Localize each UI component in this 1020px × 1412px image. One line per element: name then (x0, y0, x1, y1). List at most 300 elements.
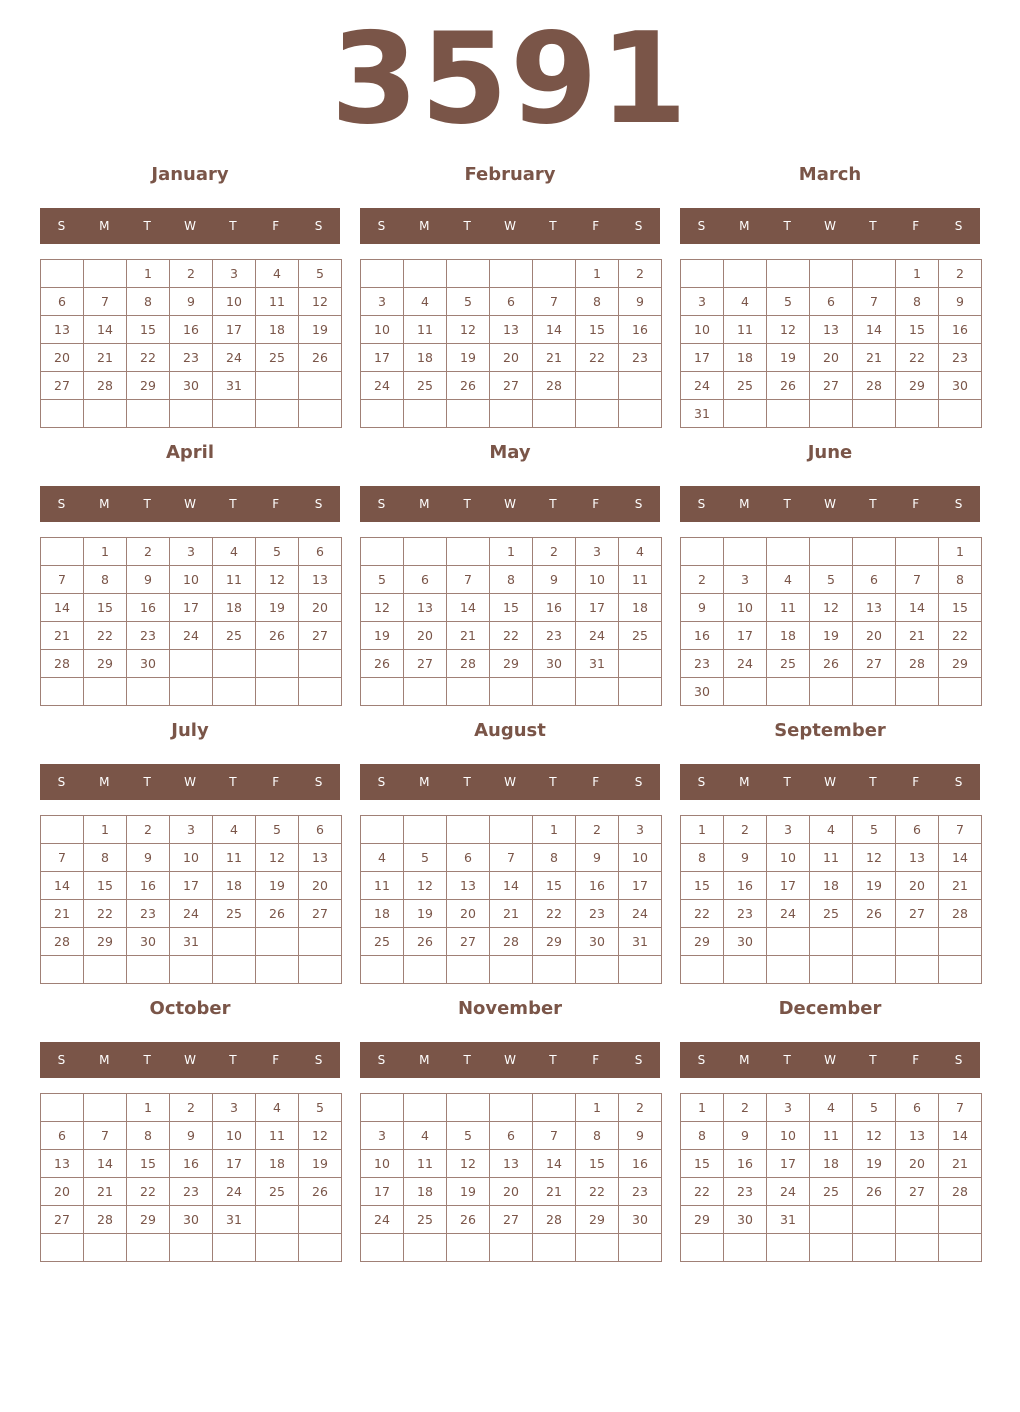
month-name: November (457, 998, 563, 1019)
day-cell: 25 (810, 900, 853, 928)
day-cell: 15 (490, 594, 533, 622)
month-may (360, 441, 660, 705)
day-cell: 5 (853, 1094, 896, 1122)
empty-cell (853, 1234, 896, 1262)
empty-cell (256, 372, 299, 400)
day-cell: 11 (810, 1122, 853, 1150)
week-row (41, 288, 342, 316)
weekday-label: T (783, 219, 791, 233)
day-cell: 17 (619, 872, 662, 900)
weekday-label: M (739, 497, 750, 511)
week-row (41, 928, 342, 956)
day-cell: 17 (767, 1150, 810, 1178)
empty-cell (41, 1234, 84, 1262)
day-cell: 16 (533, 594, 576, 622)
day-cell: 19 (853, 1150, 896, 1178)
day-cell: 9 (170, 288, 213, 316)
day-cell: 9 (127, 566, 170, 594)
day-cell: 5 (299, 260, 342, 288)
empty-cell (170, 956, 213, 984)
day-grid (680, 815, 982, 984)
empty-cell (724, 538, 767, 566)
day-cell: 8 (127, 1122, 170, 1150)
week-row (361, 260, 662, 288)
week-row (361, 594, 662, 622)
day-cell: 19 (299, 316, 342, 344)
month-september (680, 719, 980, 983)
month-name: December (778, 998, 882, 1019)
day-cell: 16 (619, 1150, 662, 1178)
day-cell: 4 (810, 816, 853, 844)
empty-cell (533, 678, 576, 706)
day-cell: 4 (404, 1122, 447, 1150)
day-cell: 3 (576, 538, 619, 566)
empty-cell (896, 678, 939, 706)
empty-cell (724, 400, 767, 428)
empty-cell (447, 400, 490, 428)
week-row (41, 372, 342, 400)
day-cell: 3 (170, 816, 213, 844)
week-row (361, 678, 662, 706)
day-cell: 23 (619, 1178, 662, 1206)
week-row (681, 816, 982, 844)
day-cell: 11 (213, 566, 256, 594)
day-cell: 1 (127, 260, 170, 288)
day-cell: 3 (767, 1094, 810, 1122)
month-march (680, 163, 980, 427)
day-cell: 11 (404, 316, 447, 344)
month-february (360, 163, 660, 427)
day-cell: 30 (939, 372, 982, 400)
month-name: May (489, 442, 531, 463)
week-row (361, 816, 662, 844)
week-row (681, 678, 982, 706)
day-cell: 17 (767, 872, 810, 900)
day-cell: 10 (767, 844, 810, 872)
day-grid (680, 1093, 982, 1262)
empty-cell (213, 400, 256, 428)
day-cell: 8 (681, 844, 724, 872)
day-cell: 23 (170, 344, 213, 372)
day-cell: 10 (361, 1150, 404, 1178)
day-cell: 8 (896, 288, 939, 316)
empty-cell (41, 260, 84, 288)
day-cell: 21 (41, 900, 84, 928)
weekday-header (360, 764, 660, 800)
day-cell: 7 (853, 288, 896, 316)
weekday-label: M (739, 775, 750, 789)
month-august (360, 719, 660, 983)
day-cell: 9 (576, 844, 619, 872)
day-cell: 11 (256, 1122, 299, 1150)
empty-cell (41, 956, 84, 984)
day-cell: 5 (299, 1094, 342, 1122)
day-cell: 3 (213, 1094, 256, 1122)
empty-cell (896, 956, 939, 984)
day-cell: 29 (681, 1206, 724, 1234)
empty-cell (619, 650, 662, 678)
empty-cell (681, 538, 724, 566)
day-cell: 13 (490, 316, 533, 344)
weekday-label: M (419, 219, 430, 233)
weekday-label: M (99, 775, 110, 789)
week-row (361, 928, 662, 956)
empty-cell (533, 956, 576, 984)
weekday-label: F (272, 497, 280, 511)
empty-cell (767, 1234, 810, 1262)
weekday-label: S (634, 775, 643, 789)
weekday-label: T (143, 497, 151, 511)
day-cell: 2 (127, 538, 170, 566)
empty-cell (447, 538, 490, 566)
day-cell: 20 (810, 344, 853, 372)
empty-cell (810, 928, 853, 956)
empty-cell (767, 928, 810, 956)
weekday-label: M (99, 1053, 110, 1067)
empty-cell (256, 400, 299, 428)
day-cell: 24 (619, 900, 662, 928)
empty-cell (533, 260, 576, 288)
day-cell: 8 (490, 566, 533, 594)
empty-cell (404, 956, 447, 984)
weekday-label: S (634, 219, 643, 233)
weekday-label: F (592, 775, 600, 789)
day-cell: 13 (404, 594, 447, 622)
day-cell: 2 (533, 538, 576, 566)
empty-cell (299, 650, 342, 678)
empty-cell (404, 1234, 447, 1262)
empty-cell (853, 538, 896, 566)
day-cell: 30 (170, 372, 213, 400)
day-cell: 14 (853, 316, 896, 344)
week-row (681, 928, 982, 956)
day-cell: 14 (41, 872, 84, 900)
day-cell: 21 (447, 622, 490, 650)
day-cell: 4 (404, 288, 447, 316)
day-cell: 24 (361, 372, 404, 400)
day-cell: 13 (896, 844, 939, 872)
empty-cell (404, 260, 447, 288)
day-cell: 21 (533, 344, 576, 372)
empty-cell (724, 260, 767, 288)
day-cell: 30 (619, 1206, 662, 1234)
day-cell: 6 (299, 816, 342, 844)
weekday-label: T (463, 497, 471, 511)
day-cell: 26 (299, 1178, 342, 1206)
day-cell: 28 (939, 900, 982, 928)
empty-cell (447, 260, 490, 288)
day-cell: 26 (361, 650, 404, 678)
day-cell: 25 (404, 1206, 447, 1234)
day-cell: 6 (490, 1122, 533, 1150)
weekday-label: M (419, 775, 430, 789)
weekday-header (680, 764, 980, 800)
empty-cell (767, 400, 810, 428)
week-row (41, 872, 342, 900)
weekday-label: T (229, 219, 237, 233)
day-cell: 8 (576, 288, 619, 316)
day-cell: 13 (41, 1150, 84, 1178)
day-cell: 19 (256, 872, 299, 900)
weekday-label: S (57, 497, 66, 511)
day-cell: 21 (896, 622, 939, 650)
empty-cell (724, 956, 767, 984)
week-row (41, 260, 342, 288)
month-name: April (165, 442, 215, 463)
weekday-label: M (99, 497, 110, 511)
empty-cell (896, 538, 939, 566)
day-cell: 7 (41, 844, 84, 872)
empty-cell (939, 1234, 982, 1262)
day-cell: 21 (939, 872, 982, 900)
empty-cell (41, 1094, 84, 1122)
week-row (41, 678, 342, 706)
day-cell: 29 (490, 650, 533, 678)
day-cell: 14 (41, 594, 84, 622)
day-cell: 1 (939, 538, 982, 566)
day-cell: 11 (810, 844, 853, 872)
empty-cell (724, 1234, 767, 1262)
weekday-label: T (783, 497, 791, 511)
day-cell: 16 (681, 622, 724, 650)
day-cell: 24 (724, 650, 767, 678)
day-cell: 24 (170, 900, 213, 928)
day-cell: 15 (681, 1150, 724, 1178)
month-june (680, 441, 980, 705)
day-cell: 19 (299, 1150, 342, 1178)
week-row (361, 566, 662, 594)
day-cell: 25 (404, 372, 447, 400)
weekday-label: S (57, 775, 66, 789)
day-cell: 23 (619, 344, 662, 372)
weekday-label: W (824, 219, 836, 233)
day-cell: 25 (724, 372, 767, 400)
day-cell: 4 (256, 260, 299, 288)
empty-cell (361, 400, 404, 428)
weekday-label: S (57, 1053, 66, 1067)
day-cell: 6 (447, 844, 490, 872)
day-cell: 20 (404, 622, 447, 650)
day-cell: 21 (84, 344, 127, 372)
calendar-year: 3591 (330, 5, 690, 152)
day-cell: 2 (127, 816, 170, 844)
empty-cell (361, 956, 404, 984)
day-cell: 24 (767, 1178, 810, 1206)
day-cell: 2 (724, 1094, 767, 1122)
day-cell: 10 (576, 566, 619, 594)
month-name: February (464, 164, 556, 185)
day-cell: 1 (896, 260, 939, 288)
day-cell: 15 (681, 872, 724, 900)
empty-cell (361, 1234, 404, 1262)
week-row (361, 956, 662, 984)
empty-cell (299, 928, 342, 956)
day-cell: 27 (41, 1206, 84, 1234)
empty-cell (170, 400, 213, 428)
day-cell: 6 (896, 1094, 939, 1122)
week-row (681, 260, 982, 288)
day-cell: 5 (853, 816, 896, 844)
weekday-header (680, 486, 980, 522)
day-cell: 3 (767, 816, 810, 844)
day-cell: 18 (810, 872, 853, 900)
day-cell: 12 (447, 1150, 490, 1178)
empty-cell (490, 400, 533, 428)
weekday-label: S (697, 775, 706, 789)
day-cell: 28 (533, 372, 576, 400)
day-cell: 16 (724, 1150, 767, 1178)
day-cell: 7 (84, 288, 127, 316)
week-row (681, 344, 982, 372)
weekday-label: T (463, 219, 471, 233)
week-row (41, 650, 342, 678)
day-cell: 30 (681, 678, 724, 706)
day-cell: 21 (533, 1178, 576, 1206)
weekday-label: M (739, 219, 750, 233)
day-cell: 31 (619, 928, 662, 956)
weekday-header (40, 764, 340, 800)
day-cell: 20 (447, 900, 490, 928)
weekday-label: S (377, 219, 386, 233)
day-cell: 13 (490, 1150, 533, 1178)
day-cell: 24 (576, 622, 619, 650)
day-cell: 17 (576, 594, 619, 622)
empty-cell (256, 678, 299, 706)
weekday-label: W (824, 1053, 836, 1067)
day-cell: 13 (896, 1122, 939, 1150)
week-row (681, 1234, 982, 1262)
week-row (681, 872, 982, 900)
weekday-label: T (869, 497, 877, 511)
day-cell: 29 (576, 1206, 619, 1234)
day-cell: 5 (256, 816, 299, 844)
day-cell: 18 (361, 900, 404, 928)
day-cell: 19 (853, 872, 896, 900)
day-cell: 22 (896, 344, 939, 372)
day-cell: 28 (447, 650, 490, 678)
day-cell: 26 (810, 650, 853, 678)
day-cell: 17 (681, 344, 724, 372)
day-cell: 15 (127, 1150, 170, 1178)
week-row (361, 1094, 662, 1122)
day-cell: 20 (41, 1178, 84, 1206)
empty-cell (853, 956, 896, 984)
empty-cell (619, 372, 662, 400)
day-cell: 4 (256, 1094, 299, 1122)
empty-cell (361, 538, 404, 566)
empty-cell (299, 956, 342, 984)
day-cell: 14 (896, 594, 939, 622)
day-cell: 25 (810, 1178, 853, 1206)
day-cell: 10 (170, 844, 213, 872)
empty-cell (896, 400, 939, 428)
day-grid (680, 537, 982, 706)
empty-cell (490, 1094, 533, 1122)
empty-cell (299, 678, 342, 706)
empty-cell (41, 538, 84, 566)
day-cell: 14 (84, 1150, 127, 1178)
day-cell: 4 (213, 538, 256, 566)
week-row (681, 400, 982, 428)
day-cell: 7 (939, 1094, 982, 1122)
weekday-header (40, 1042, 340, 1078)
day-cell: 26 (853, 900, 896, 928)
empty-cell (853, 1206, 896, 1234)
week-row (361, 344, 662, 372)
day-cell: 14 (84, 316, 127, 344)
day-cell: 29 (939, 650, 982, 678)
day-cell: 5 (810, 566, 853, 594)
weekday-label: M (419, 1053, 430, 1067)
day-cell: 7 (84, 1122, 127, 1150)
empty-cell (256, 1234, 299, 1262)
week-row (41, 900, 342, 928)
day-cell: 2 (681, 566, 724, 594)
weekday-label: T (463, 1053, 471, 1067)
day-cell: 21 (84, 1178, 127, 1206)
day-cell: 23 (533, 622, 576, 650)
day-cell: 28 (41, 650, 84, 678)
day-cell: 12 (256, 566, 299, 594)
day-cell: 28 (533, 1206, 576, 1234)
empty-cell (84, 1094, 127, 1122)
week-row (361, 872, 662, 900)
day-cell: 6 (41, 288, 84, 316)
weekday-label: S (314, 497, 323, 511)
day-cell: 28 (41, 928, 84, 956)
day-cell: 13 (299, 566, 342, 594)
day-cell: 29 (533, 928, 576, 956)
weekday-label: T (549, 497, 557, 511)
day-cell: 8 (576, 1122, 619, 1150)
empty-cell (299, 1234, 342, 1262)
weekday-label: M (739, 1053, 750, 1067)
empty-cell (127, 1234, 170, 1262)
empty-cell (939, 1206, 982, 1234)
day-cell: 1 (576, 1094, 619, 1122)
day-cell: 25 (213, 900, 256, 928)
day-cell: 5 (767, 288, 810, 316)
empty-cell (490, 678, 533, 706)
day-grid (680, 259, 982, 428)
day-cell: 12 (810, 594, 853, 622)
empty-cell (84, 1234, 127, 1262)
weekday-label: T (783, 1053, 791, 1067)
week-row (361, 372, 662, 400)
empty-cell (41, 678, 84, 706)
day-cell: 16 (127, 872, 170, 900)
empty-cell (299, 1206, 342, 1234)
day-cell: 7 (939, 816, 982, 844)
week-row (41, 816, 342, 844)
empty-cell (41, 400, 84, 428)
day-cell: 25 (213, 622, 256, 650)
week-row (41, 622, 342, 650)
day-cell: 17 (213, 316, 256, 344)
day-cell: 26 (404, 928, 447, 956)
day-cell: 6 (810, 288, 853, 316)
day-cell: 10 (361, 316, 404, 344)
empty-cell (576, 1234, 619, 1262)
day-grid (360, 1093, 662, 1262)
day-cell: 29 (896, 372, 939, 400)
empty-cell (810, 400, 853, 428)
week-row (41, 1206, 342, 1234)
month-name: October (149, 998, 231, 1019)
day-cell: 16 (127, 594, 170, 622)
day-cell: 16 (939, 316, 982, 344)
weekday-label: T (143, 775, 151, 789)
